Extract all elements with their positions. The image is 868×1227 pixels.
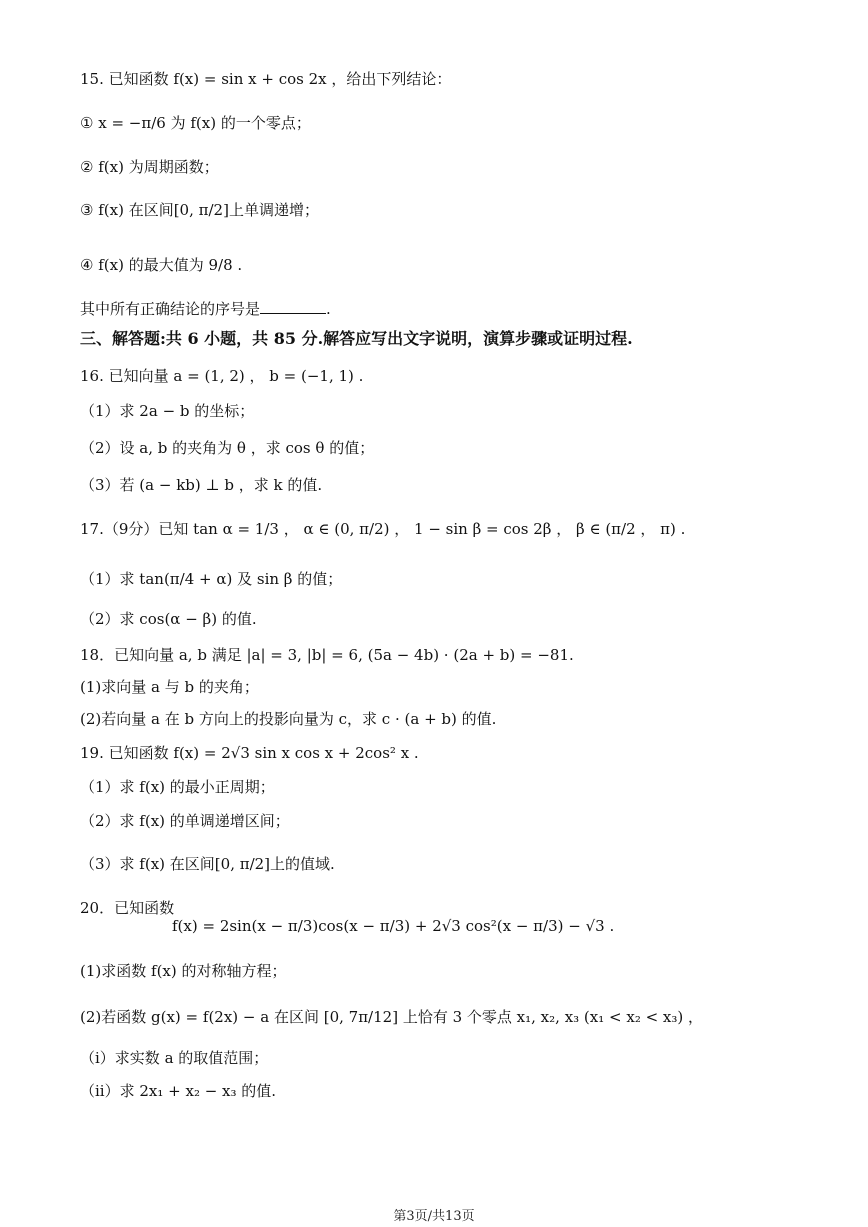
q15-choice-4: ④ f(x) 的最大值为 9/8 . — [80, 256, 243, 274]
q16-part-2: （2）设 a, b 的夹角为 θ ，求 cos θ 的值； — [80, 439, 375, 457]
q17-stem: 17.（9分）已知 tan α = 1/3 ， α ∈ (0, π/2) ， 1 − sin β = cos 2β ， β ∈ (π/2 ， π) . — [80, 520, 686, 538]
q18-stem: 18．已知向量 a, b 满足 |a| = 3, |b| = 6, (5a − 4b) · (2a + b) = −81. — [80, 646, 574, 664]
page-number: 第3页/共13页 — [393, 1209, 475, 1224]
q20-part-2ii: （ii）求 2x₁ + x₂ − x₃ 的值. — [80, 1082, 277, 1100]
q20-part-2: (2)若函数 g(x) = f(2x) − a 在区间 [0, 7π/12] 上恰有 3 个零点 x₁, x₂, x₃ (x₁ < x₂ < x₃) ， — [80, 1008, 704, 1026]
q15-choice-3: ③ f(x) 在区间[0, π/2]上单调递增； — [80, 201, 319, 219]
q16-part-3: （3）若 (a − kb) ⊥ b ，求 k 的值. — [80, 476, 323, 494]
section-title: 三、解答题:共 6 小题，共 85 分.解答应写出文字说明，演算步骤或证明过程. — [80, 329, 633, 348]
q15-ask-text: 其中所有正确结论的序号是 — [80, 300, 261, 318]
q16-stem: 16. 已知向量 a = (1, 2) ， b = (−1, 1) . — [80, 367, 364, 385]
q16-part-1: （1）求 2a − b 的坐标； — [80, 402, 255, 420]
q19-part-2: （2）求 f(x) 的单调递增区间； — [80, 812, 290, 830]
q15-ask — [80, 298, 828, 320]
q20-formula: f(x) = 2sin(x − π/3)cos(x − π/3) + 2√3 cos²(x − π/3) − √3 . — [172, 917, 615, 935]
q18-part-2: (2)若向量 a 在 b 方向上的投影向量为 c，求 c · (a + b) 的值. — [80, 710, 497, 728]
q19-stem: 19. 已知函数 f(x) = 2√3 sin x cos x + 2cos² x . — [80, 744, 419, 762]
q15-ask-end: . — [326, 300, 331, 318]
q15-choice-1: ① x = −π/6 为 f(x) 的一个零点； — [80, 114, 311, 132]
answer-blank — [260, 299, 326, 314]
q15-choice-2: ② f(x) 为周期函数； — [80, 158, 219, 176]
q18-part-1: (1)求向量 a 与 b 的夹角； — [80, 678, 259, 696]
q20-part-1: (1)求函数 f(x) 的对称轴方程； — [80, 962, 287, 980]
q17-part-2: （2）求 cos(α − β) 的值. — [80, 610, 257, 628]
q20-stem: 20．已知函数 — [80, 899, 175, 917]
q20-part-2i: （i）求实数 a 的取值范围； — [80, 1049, 269, 1067]
q19-part-3: （3）求 f(x) 在区间[0, π/2]上的值域. — [80, 855, 335, 873]
q19-part-1: （1）求 f(x) 的最小正周期； — [80, 778, 275, 796]
q17-part-1: （1）求 tan(π/4 + α) 及 sin β 的值； — [80, 570, 343, 588]
q15-stem: 15. 已知函数 f(x) = sin x + cos 2x ，给出下列结论： — [80, 70, 452, 88]
